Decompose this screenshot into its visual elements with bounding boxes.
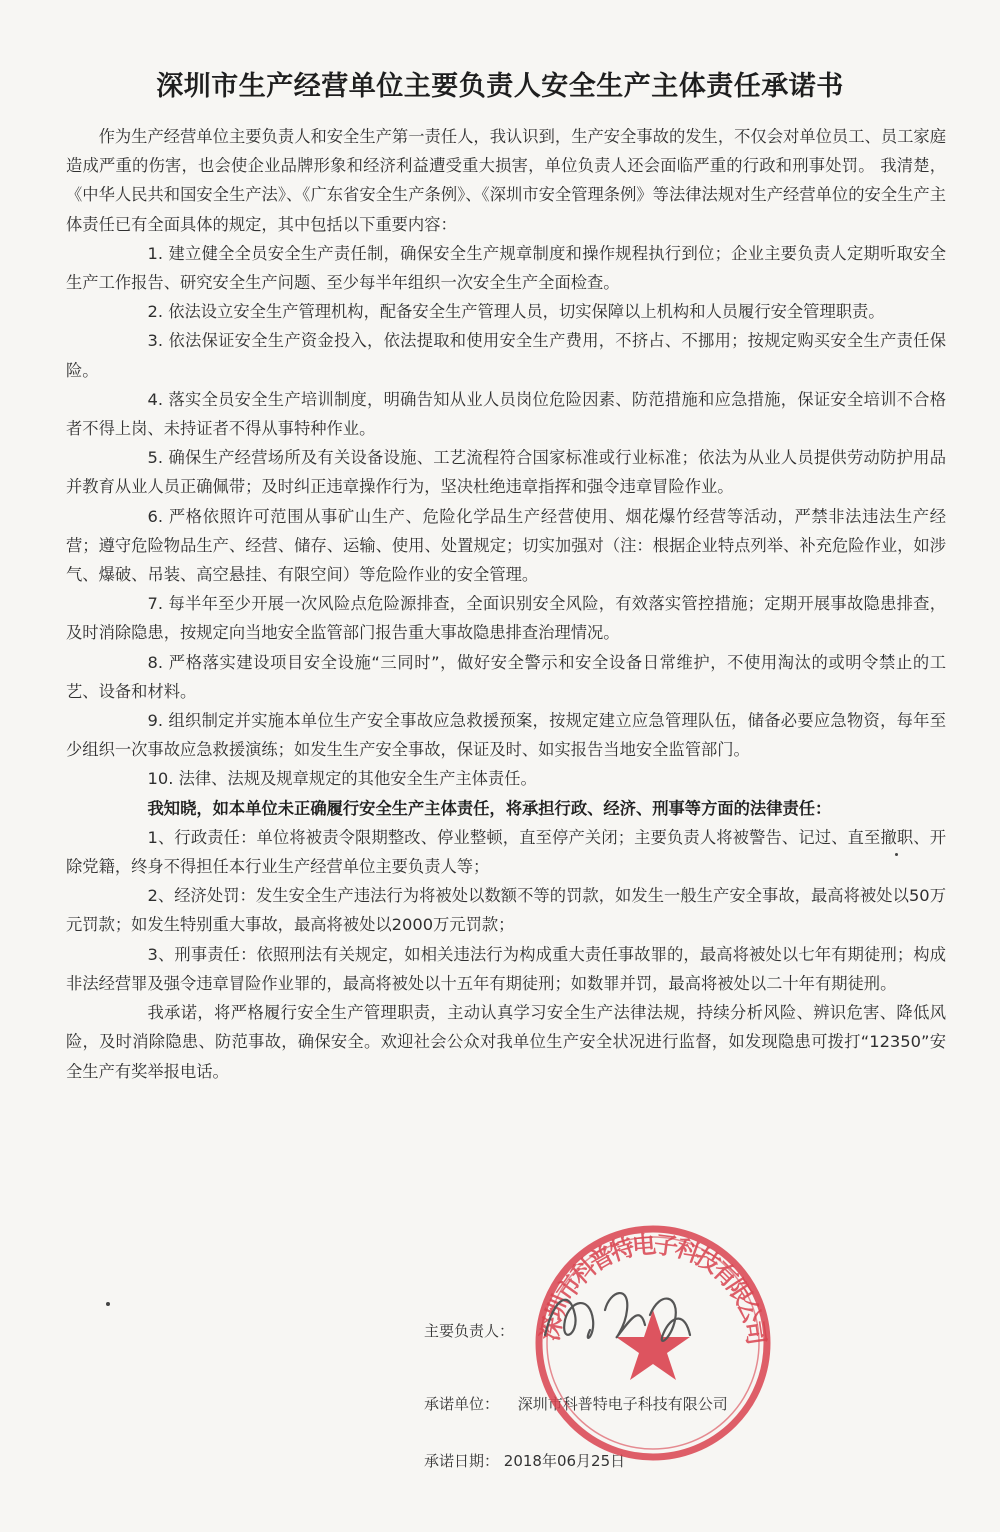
clause-item: 4. 落实全员安全生产培训制度，明确告知从业人员岗位危险因素、防范措施和应急措施，保证安全培训不合格者不得上岗、未持证者不得从事特种作业。 [66, 389, 946, 439]
document-title: 深圳市生产经营单位主要负责人安全生产主体责任承诺书 [156, 71, 844, 102]
ink-speck [895, 853, 898, 856]
liability-heading: 我知晓，如本单位未正确履行安全生产主体责任，将承担行政、经济、刑事等方面的法律责任： [147, 798, 832, 818]
clause-item: 9. 组织制定并实施本单位生产安全事故应急救援预案，按规定建立应急管理队伍，储备必要应急物资，每年至少组织一次事故应急救援演练；如发生生产安全事故，保证及时、如实报告当地安全监管部门。 [66, 711, 946, 760]
clause-item: 5. 确保生产经营场所及有关设备设施、工艺流程符合国家标准或行业标准；依法为从业人员提供劳动防护用品并教育从业人员正确佩带；及时纠正违章操作行为，坚决杜绝违章指挥和强令违章冒险作业。 [66, 448, 946, 497]
svg-text:深圳市科普特电子科技有限公司: 深圳市科普特电子科技有限公司 [535, 1230, 771, 1347]
pledge-paragraph: 我承诺，将严格履行安全生产管理职责，主动认真学习安全生产法律法规，持续分析风险、辨识危害、降低风险，及时消除隐患、防范事故，确保安全。欢迎社会公众对我单位生产安全状况进行监督，如发现隐患可拨打“12350”安全生产有奖举报电话。 [66, 1003, 946, 1081]
clause-item: 1. 建立健全全员安全生产责任制，确保安全生产规章制度和操作规程执行到位；企业主要负责人定期听取安全生产工作报告、研究安全生产问题、至少每半年组织一次安全生产全面检查。 [66, 243, 946, 293]
intro-paragraph: 作为生产经营单位主要负责人和安全生产第一责任人，我认识到，生产安全事故的发生，不仅会对单位员工、员工家庭造成严重的伤害，也会使企业品牌形象和经济利益遭受重大损害，单位负责人还会面临严重的行政和刑事处罚。 我清楚，《中华人民共和国安全生产法》、《广东省安全生产条例》、《深圳市安全管理条例》等法律法规对生产经营单位的安全生产主体责任已有全面具体的规定，其中包括以下重要内容： [66, 127, 946, 234]
liability-item: 1、行政责任：单位将被责令限期整改、停业整顿，直至停产关闭；主要负责人将被警告、记过、直至撤职、开除党籍，终身不得担任本行业生产经营单位主要负责人等； [66, 827, 946, 877]
unit-label: 承诺单位： [424, 1395, 500, 1413]
liability-item: 2、经济处罚：发生安全生产违法行为将被处以数额不等的罚款，如发生一般生产安全事故，最高将被处以50万元罚款；如发生特别重大事故，最高将被处以2000万元罚款； [66, 886, 946, 935]
unit-name: 深圳市科普特电子科技有限公司 [517, 1395, 728, 1413]
handwritten-signature-icon [535, 1275, 695, 1365]
date-label: 承诺日期： [424, 1452, 500, 1470]
liability-item: 3、刑事责任：依照刑法有关规定，如相关违法行为构成重大责任事故罪的，最高将被处以七年有期徒刑；构成非法经营罪及强令违章冒险作业罪的，最高将被处以十五年有期徒刑；如数罪并罚，最高将被处以二十年有期徒刑。 [66, 944, 946, 993]
ink-speck [106, 1302, 110, 1306]
clause-item: 3. 依法保证安全生产资金投入，依法提取和使用安全生产费用，不挤占、不挪用；按规定购买安全生产责任保险。 [66, 331, 946, 380]
responsible-person-label: 主要负责人： [424, 1322, 515, 1340]
clause-item: 6. 严格依照许可范围从事矿山生产、危险化学品生产经营使用、烟花爆竹经营等活动，严禁非法违法生产经营；遵守危险物品生产、经营、储存、运输、使用、处置规定；切实加强对（注：根据企业特点列举、补充危险作业，如涉气、爆破、吊装、高空悬挂、有限空间）等危险作业的安全管理。 [66, 506, 946, 585]
document-body [66, 122, 946, 1086]
clause-item: 8. 严格落实建设项目安全设施“三同时”，做好安全警示和安全设备日常维护，不使用淘汰的或明令禁止的工艺、设备和材料。 [66, 652, 946, 701]
clause-item: 7. 每半年至少开展一次风险点危险源排查，全面识别安全风险，有效落实管控措施；定期开展事故隐患排查，及时消除隐患，按规定向当地安全监管部门报告重大事故隐患排查治理情况。 [66, 594, 946, 643]
date-value: 2018年06月25日 [503, 1452, 626, 1470]
clause-item: 10. 法律、法规及规章规定的其他安全生产主体责任。 [147, 769, 537, 789]
clause-item: 2. 依法设立安全生产管理机构，配备安全生产管理人员，切实保障以上机构和人员履行安全管理职责。 [147, 302, 885, 322]
